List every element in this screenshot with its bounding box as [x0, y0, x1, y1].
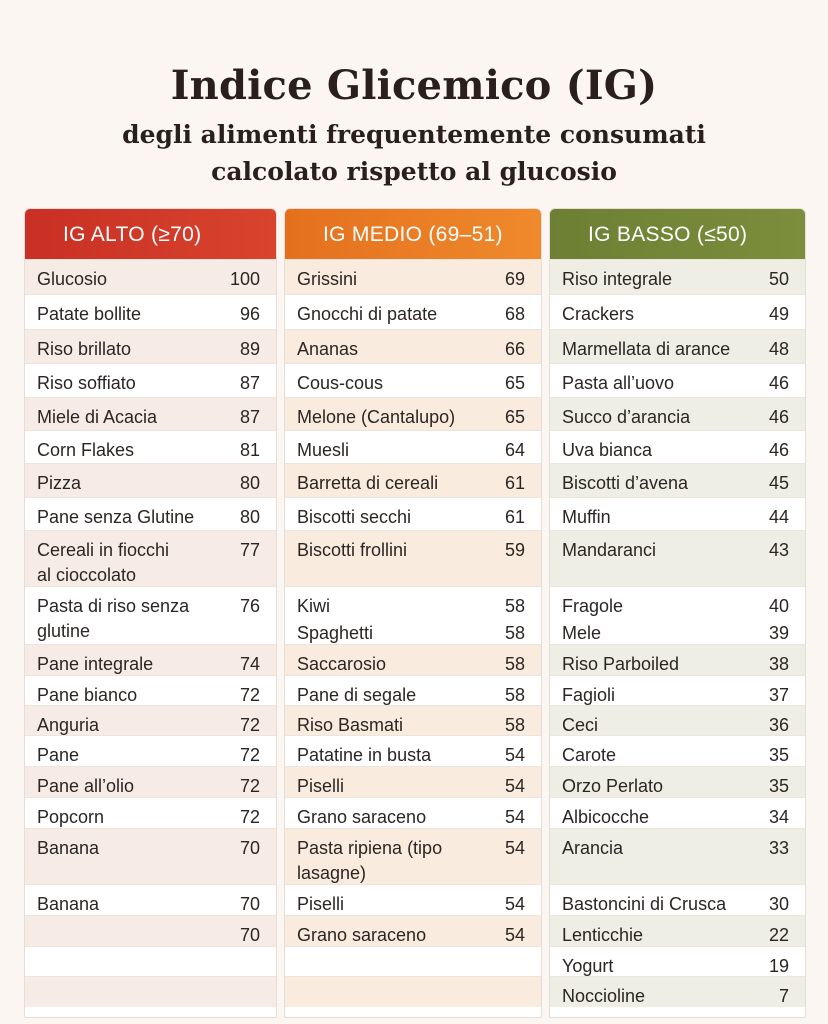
food-name: Saccarosio	[297, 654, 387, 674]
food-name: Bastoncini di Crusca	[562, 894, 727, 914]
gi-value: 72	[239, 776, 260, 796]
food-name: Pizza	[37, 473, 82, 493]
gi-value: 58	[504, 685, 525, 705]
table-row	[25, 294, 276, 330]
food-name: Ananas	[297, 339, 359, 359]
gi-value: 58	[504, 654, 525, 674]
gi-value: 74	[239, 654, 260, 674]
table-row	[550, 294, 805, 330]
food-name: Riso Parboiled	[562, 654, 680, 674]
gi-value: 54	[504, 807, 525, 827]
table-row	[550, 259, 805, 295]
gi-value: 44	[768, 507, 789, 527]
column-header-ig-medio: IG MEDIO (69–51)	[285, 209, 541, 259]
food-name: Pasta ripiena (tipo lasagne)	[297, 838, 443, 883]
food-name: Biscotti secchi	[297, 507, 412, 527]
gi-value: 72	[239, 745, 260, 765]
gi-value: 50	[768, 269, 789, 289]
gi-value: 36	[768, 715, 789, 735]
gi-value: 45	[768, 473, 789, 493]
food-name: Biscotti d’avena	[562, 473, 689, 493]
food-name: Grano saraceno	[297, 807, 427, 827]
table-row	[25, 675, 276, 706]
gi-value: 7	[778, 986, 789, 1006]
gi-value: 54	[504, 894, 525, 914]
food-name: Barretta di cereali	[297, 473, 439, 493]
gi-value: 33	[768, 838, 789, 858]
gi-value: 87	[239, 407, 260, 427]
table-row	[285, 294, 541, 330]
table-row	[550, 530, 805, 587]
gi-value: 70	[239, 894, 260, 914]
gi-value: 70	[239, 925, 260, 945]
gi-value: 35	[768, 745, 789, 765]
table-row	[25, 530, 276, 587]
gi-value: 72	[239, 685, 260, 705]
table-row	[285, 828, 541, 885]
food-name: Pane integrale	[37, 654, 154, 674]
table-row	[550, 430, 805, 464]
table-row	[550, 884, 805, 916]
table-row	[25, 884, 276, 916]
food-name: Yogurt	[562, 956, 614, 976]
food-name: Piselli	[297, 776, 345, 796]
food-name: Popcorn	[37, 807, 105, 827]
page-title: Indice Glicemico (IG)	[170, 62, 658, 109]
table-row	[25, 797, 276, 829]
food-name: Marmellata di arance	[562, 339, 731, 359]
table-row	[285, 976, 541, 1007]
gi-value: 39	[768, 623, 789, 643]
gi-value: 59	[504, 540, 525, 560]
table-row	[25, 329, 276, 364]
table-row	[25, 430, 276, 464]
table-row	[285, 463, 541, 498]
table-row	[285, 705, 541, 736]
food-name: Grissini	[297, 269, 358, 289]
table-row	[25, 397, 276, 431]
gi-value: 81	[239, 440, 260, 460]
table-row	[285, 497, 541, 531]
table-row	[285, 530, 541, 587]
food-name: Succo d’arancia	[562, 407, 691, 427]
food-name: Pane senza Glutine	[37, 507, 195, 527]
gi-value: 38	[768, 654, 789, 674]
table-row	[25, 976, 276, 1007]
table-row	[25, 586, 276, 645]
food-name: Lenticchie	[562, 925, 644, 945]
food-name: Spaghetti	[297, 623, 374, 643]
table-row	[550, 363, 805, 398]
gi-value: 65	[504, 407, 525, 427]
food-name: Albicocche	[562, 807, 650, 827]
gi-value: 72	[239, 807, 260, 827]
gi-value: 54	[504, 925, 525, 945]
table-row	[550, 497, 805, 531]
table-row	[285, 766, 541, 798]
gi-value: 54	[504, 745, 525, 765]
table-row	[285, 430, 541, 464]
food-name: Melone (Cantalupo)	[297, 407, 456, 427]
gi-value: 76	[239, 596, 260, 616]
gi-value: 80	[239, 507, 260, 527]
food-name: Riso Basmati	[297, 715, 404, 735]
food-name: Cous-cous	[297, 373, 384, 393]
food-name: Banana	[37, 894, 100, 914]
table-row	[550, 735, 805, 767]
table-row	[25, 259, 276, 295]
table-row	[285, 363, 541, 398]
table-row	[285, 675, 541, 706]
table-row	[550, 976, 805, 1007]
table-row	[550, 946, 805, 977]
gi-value: 46	[768, 373, 789, 393]
food-name: Fagioli	[562, 685, 616, 705]
food-name: Patate bollite	[37, 304, 142, 324]
food-name: Patatine in busta	[297, 745, 432, 765]
gi-value: 37	[768, 685, 789, 705]
gi-value: 54	[504, 776, 525, 796]
gi-value: 80	[239, 473, 260, 493]
food-name: Crackers	[562, 304, 635, 324]
gi-value: 58	[504, 596, 525, 616]
gi-value: 96	[239, 304, 260, 324]
food-name: Uva bianca	[562, 440, 653, 460]
gi-value: 70	[239, 838, 260, 858]
page-subtitle-line-1: degli alimenti frequentemente consumati	[122, 120, 706, 149]
table-row	[550, 797, 805, 829]
table-row	[550, 675, 805, 706]
table-row	[285, 915, 541, 947]
table-row	[285, 946, 541, 977]
table-row	[285, 586, 541, 645]
table-row	[25, 705, 276, 736]
gi-value: 65	[504, 373, 525, 393]
food-name: Pane all’olio	[37, 776, 135, 796]
table-row	[25, 735, 276, 767]
gi-value: 46	[768, 407, 789, 427]
gi-value: 48	[768, 339, 789, 359]
gi-value: 35	[768, 776, 789, 796]
food-name: Anguria	[37, 715, 100, 735]
table-row	[550, 828, 805, 885]
food-name: Biscotti frollini	[297, 540, 408, 560]
table-row	[550, 644, 805, 676]
gi-value: 69	[504, 269, 525, 289]
table-row	[285, 735, 541, 767]
table-row	[285, 259, 541, 295]
gi-value: 22	[768, 925, 789, 945]
table-row	[550, 705, 805, 736]
gi-value: 30	[768, 894, 789, 914]
food-name: Pane	[37, 745, 80, 765]
food-name: Fragole	[562, 596, 624, 616]
food-name: Noccioline	[562, 986, 646, 1006]
food-name: Miele di Acacia	[37, 407, 158, 427]
table-row	[25, 463, 276, 498]
table-row	[550, 329, 805, 364]
food-name: Muesli	[297, 440, 350, 460]
table-row	[25, 766, 276, 798]
gi-value: 40	[768, 596, 789, 616]
food-name: Muffin	[562, 507, 611, 527]
gi-value: 72	[239, 715, 260, 735]
table-row	[285, 397, 541, 431]
food-name: Mele	[562, 623, 602, 643]
food-name: Gnocchi di patate	[297, 304, 438, 324]
food-name: Riso brillato	[37, 339, 132, 359]
table-row	[25, 497, 276, 531]
column-ig-alto	[24, 208, 277, 1018]
food-name: Banana	[37, 838, 100, 858]
food-name: Riso soffiato	[37, 373, 136, 393]
table-row	[550, 463, 805, 498]
table-row	[25, 644, 276, 676]
table-row	[550, 397, 805, 431]
gi-value: 58	[504, 623, 525, 643]
table-row	[550, 586, 805, 645]
table-row	[550, 766, 805, 798]
table-row	[285, 797, 541, 829]
column-ig-basso	[549, 208, 806, 1018]
gi-value: 77	[239, 540, 260, 560]
food-name: Carote	[562, 745, 617, 765]
column-header-ig-basso: IG BASSO (≤50)	[550, 209, 805, 259]
gi-value: 49	[768, 304, 789, 324]
gi-value: 54	[504, 838, 525, 858]
food-name: Mandaranci	[562, 540, 657, 560]
food-name: Grano saraceno	[297, 925, 427, 945]
table-row	[550, 915, 805, 947]
page-subtitle-line-2: calcolato rispetto al glucosio	[211, 157, 617, 186]
food-name: Pasta all’uovo	[562, 373, 675, 393]
food-name: Kiwi	[297, 596, 331, 616]
gi-value: 61	[504, 507, 525, 527]
food-name: Pane di segale	[297, 685, 417, 705]
table-row	[285, 884, 541, 916]
food-name: Riso integrale	[562, 269, 673, 289]
gi-value: 66	[504, 339, 525, 359]
column-ig-medio	[284, 208, 542, 1018]
food-name: Arancia	[562, 838, 624, 858]
food-name: Glucosio	[37, 269, 108, 289]
gi-value: 43	[768, 540, 789, 560]
table-row	[285, 329, 541, 364]
gi-value: 61	[504, 473, 525, 493]
gi-value: 87	[239, 373, 260, 393]
food-name: Orzo Perlato	[562, 776, 664, 796]
table-row	[25, 363, 276, 398]
food-name: Pasta di riso senza glutine	[37, 596, 190, 641]
food-name: Pane bianco	[37, 685, 138, 705]
food-name: Corn Flakes	[37, 440, 135, 460]
gi-value: 64	[504, 440, 525, 460]
gi-value: 58	[504, 715, 525, 735]
food-name: Piselli	[297, 894, 345, 914]
column-header-ig-alto: IG ALTO (≥70)	[25, 209, 276, 259]
gi-value: 19	[768, 956, 789, 976]
gi-value: 100	[229, 269, 260, 289]
table-row	[285, 644, 541, 676]
table-row	[25, 946, 276, 977]
food-name: Cereali in fiocchi al cioccolato	[37, 540, 170, 585]
gi-value: 89	[239, 339, 260, 359]
food-name: Ceci	[562, 715, 599, 735]
table-row	[25, 828, 276, 885]
table-row	[25, 915, 276, 947]
gi-value: 68	[504, 304, 525, 324]
gi-value: 46	[768, 440, 789, 460]
gi-value: 34	[768, 807, 789, 827]
